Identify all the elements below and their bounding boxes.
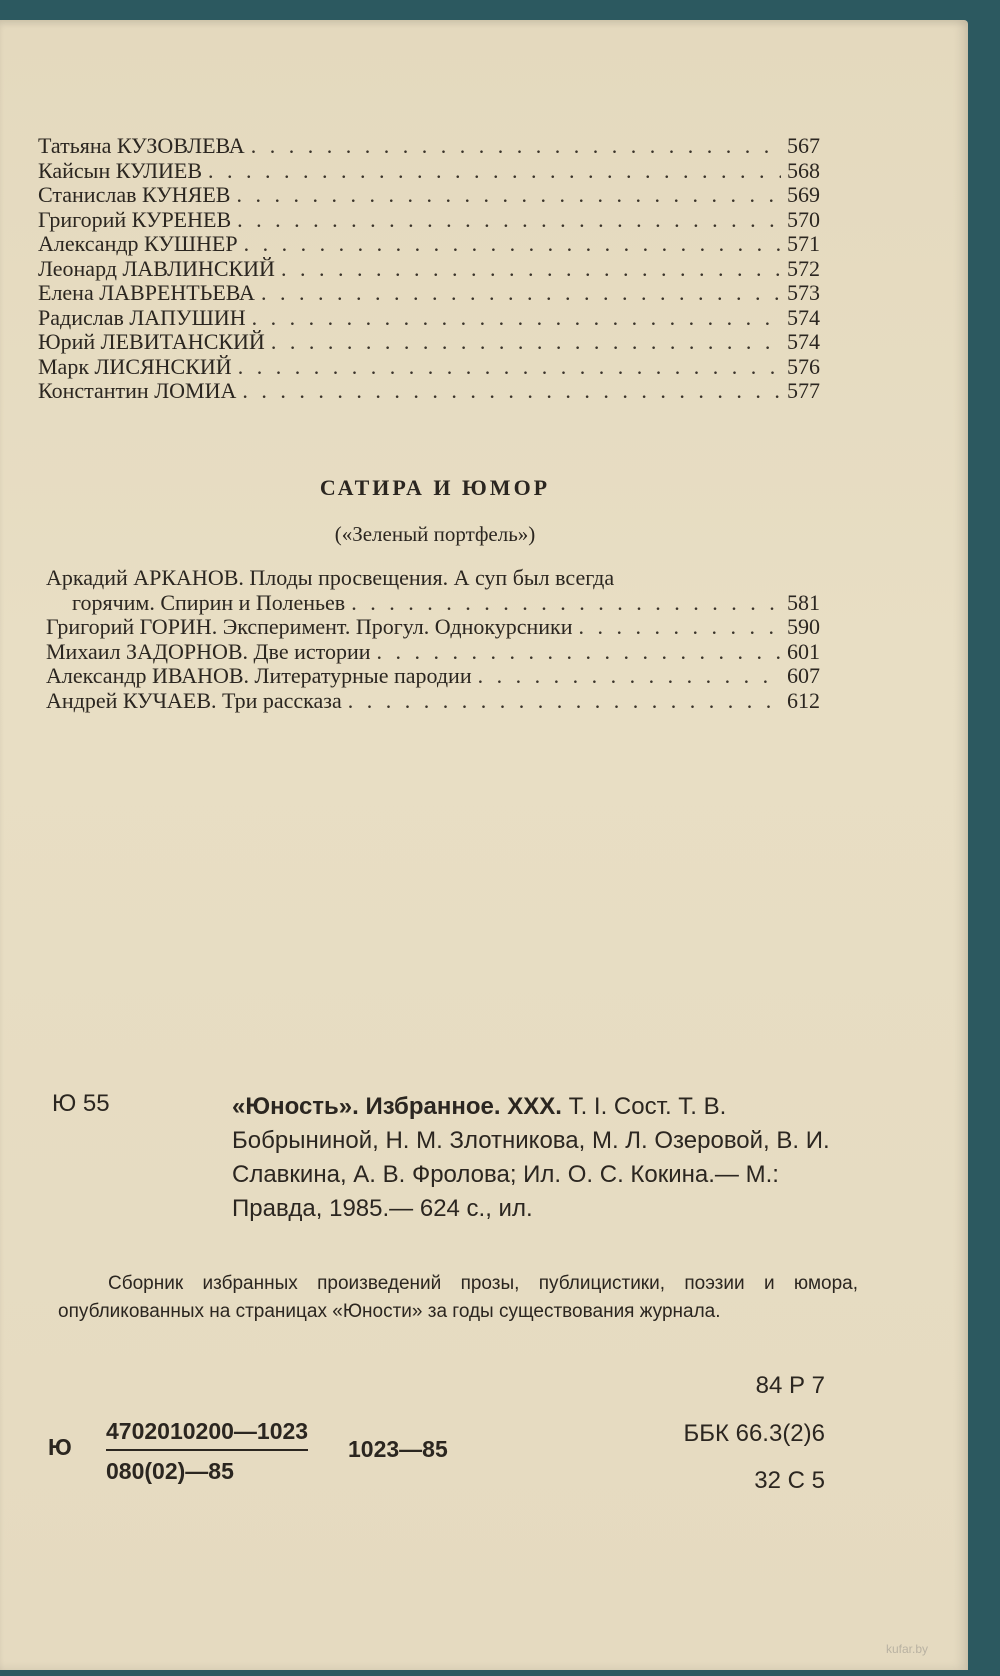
toc-leader-dots [579,615,782,640]
catalog-code: Ю 55 [52,1090,110,1117]
annotation-text: Сборник избранных произведений прозы, публицистики, поэзии и юмора, опубликованных на страницах «Юности» за годы существования журнала. [58,1273,858,1322]
toc-entry-name: горячим. Спирин и Поленьев [72,589,346,615]
toc-page-number: 607 [787,663,820,688]
toc-page-number: 571 [787,231,820,256]
toc-page-number: 576 [787,353,820,379]
toc-row [38,232,820,257]
toc-leader-dots [478,664,781,689]
toc-page-number: 567 [787,133,820,158]
toc-leader-dots [208,159,781,184]
toc-entry-name: Григорий ГОРИН. Эксперимент. Прогул. Однокурсники [46,614,573,639]
toc-entry-name: Александр КУШНЕР [38,231,238,256]
toc-leader-dots [252,306,781,331]
toc-page-number: 581 [787,589,820,615]
toc-poetry-list [38,134,820,404]
section-title: САТИРА И ЮМОР [319,475,551,500]
book-page [0,20,968,1670]
toc-page-number: 573 [787,280,820,305]
toc-row [38,379,820,404]
toc-row [38,183,820,208]
classification-code-1: 84 Р 7 [755,1372,825,1399]
toc-row [38,208,820,233]
toc-leader-dots [351,591,781,616]
toc-row [38,159,820,184]
toc-entry-name: Александр ИВАНОВ. Литературные пародии [46,663,472,688]
toc-row [46,640,820,665]
toc-entry-name: Леонард ЛАВЛИНСКИЙ [38,255,275,281]
toc-row [38,281,820,306]
toc-leader-dots [261,281,781,306]
section-subtitle: («Зеленый портфель») [334,522,536,546]
toc-entry-name: Андрей КУЧАЕВ. Три рассказа [46,687,342,713]
toc-row [38,330,820,355]
toc-page-number: 568 [787,157,820,183]
toc-row [46,664,820,689]
toc-leader-dots [251,134,781,159]
toc-entry-name: Константин ЛОМИА [38,378,237,403]
toc-row [38,355,820,380]
toc-page-number: 601 [787,638,820,664]
toc-entry-first-line: Аркадий АРКАНОВ. Плоды просвещения. А суп был всегда [46,565,615,590]
index-letter: Ю [48,1434,72,1460]
toc-entry-name: Михаил ЗАДОРНОВ. Две истории [46,638,371,664]
toc-leader-dots [238,355,781,380]
toc-leader-dots [237,208,781,233]
toc-row [38,306,820,331]
toc-page-number: 572 [787,255,820,281]
index-numerator: 4702010200—1023 [106,1418,308,1451]
toc-row [46,591,820,616]
toc-row [46,689,820,714]
bibliographic-details: Т. I. Сост. Т. В. Бобрыниной, Н. М. Злотникова, М. Л. Озеровой, В. И. Славкина, А. В. Фролова; Ил. О. С. Кокина.— М.: Правда, 1985.— 624 с., ил. [232,1093,830,1222]
toc-entry-name: Марк ЛИСЯНСКИЙ [38,353,232,379]
toc-entry-name: Григорий КУРЕНЕВ [38,206,232,232]
toc-entry-name: Елена ЛАВРЕНТЬЕВА [38,280,255,305]
toc-entry-name: Радислав ЛАПУШИН [38,304,246,330]
toc-leader-dots [377,640,782,665]
toc-leader-dots [236,183,781,208]
toc-page-number: 574 [787,329,820,354]
toc-page-number: 577 [787,378,820,403]
bibliographic-title: «Юность». Избранное. XXX. [232,1093,562,1120]
toc-page-number: 612 [787,687,820,713]
index-extra: 1023—85 [348,1436,448,1462]
toc-row [46,615,820,640]
toc-leader-dots [271,330,781,355]
toc-page-number: 570 [787,206,820,232]
bibliographic-entry [232,1090,842,1226]
toc-page-number: 590 [787,614,820,639]
toc-page-number: 569 [787,182,820,207]
classification-code-3: 32 С 5 [754,1467,825,1494]
toc-entry-name: Юрий ЛЕВИТАНСКИЙ [38,329,265,354]
toc-leader-dots [242,379,781,404]
toc-satire-list [46,566,820,713]
toc-page-number: 574 [787,304,820,330]
toc-row [38,134,820,159]
toc-entry-name: Татьяна КУЗОВЛЕВА [38,133,245,158]
index-denominator: 080(02)—85 [106,1458,234,1484]
toc-entry-name: Кайсын КУЛИЕВ [38,157,202,183]
classification-code-bbk: ББК 66.3(2)6 [683,1420,825,1447]
toc-row [38,257,820,282]
toc-leader-dots [244,232,781,257]
toc-entry-name: Станислав КУНЯЕВ [38,182,231,207]
toc-leader-dots [281,257,781,282]
toc-leader-dots [348,689,781,714]
watermark: kufar.by [885,1642,928,1656]
